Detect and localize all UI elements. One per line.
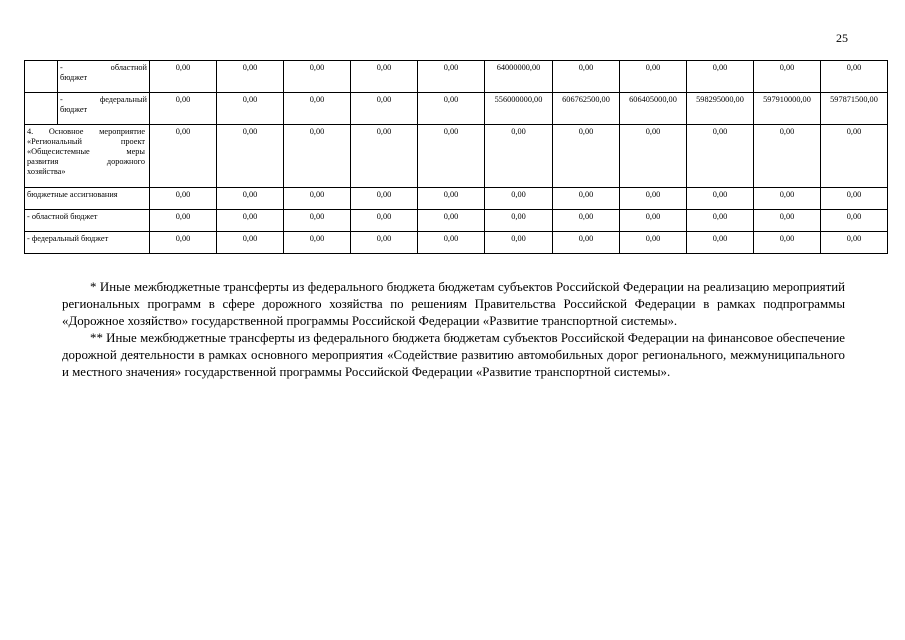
value-cell: 0,00 xyxy=(351,93,418,125)
value-cell: 0,00 xyxy=(620,232,687,254)
value-cell: 0,00 xyxy=(687,125,754,188)
value-cell: 0,00 xyxy=(284,210,351,232)
value-cell: 0,00 xyxy=(351,125,418,188)
value-cell: 0,00 xyxy=(485,125,553,188)
value-cell: 0,00 xyxy=(687,210,754,232)
value-cell: 0,00 xyxy=(150,210,217,232)
table-row xyxy=(25,210,888,232)
value-cell: 0,00 xyxy=(821,210,888,232)
value-cell: 0,00 xyxy=(217,125,284,188)
value-cell: 606762500,00 xyxy=(553,93,620,125)
value-cell: 0,00 xyxy=(418,93,485,125)
value-cell: 0,00 xyxy=(754,125,821,188)
value-cell: 597871500,00 xyxy=(821,93,888,125)
row-label: - областной бюджет xyxy=(25,210,150,232)
row-label: бюджетные ассигнования xyxy=(25,188,150,210)
indent-cell xyxy=(25,93,58,125)
indent-cell xyxy=(25,61,58,93)
value-cell: 0,00 xyxy=(687,232,754,254)
value-cell: 0,00 xyxy=(150,61,217,93)
value-cell: 0,00 xyxy=(351,232,418,254)
value-cell: 0,00 xyxy=(553,61,620,93)
value-cell: 0,00 xyxy=(553,125,620,188)
value-cell: 0,00 xyxy=(217,210,284,232)
value-cell: 0,00 xyxy=(217,61,284,93)
value-cell: 0,00 xyxy=(754,232,821,254)
label-text: бюджет xyxy=(60,105,88,114)
value-cell: 0,00 xyxy=(620,188,687,210)
table-row xyxy=(25,232,888,254)
label-text: областной xyxy=(110,63,147,72)
page-number: 25 xyxy=(836,31,848,45)
value-cell: 0,00 xyxy=(351,188,418,210)
value-cell: 0,00 xyxy=(485,210,553,232)
value-cell: 0,00 xyxy=(351,61,418,93)
row-label xyxy=(58,93,150,125)
value-cell: 0,00 xyxy=(687,188,754,210)
value-cell: 0,00 xyxy=(553,188,620,210)
value-cell: 0,00 xyxy=(553,232,620,254)
value-cell: 0,00 xyxy=(418,210,485,232)
value-cell: 556000000,00 xyxy=(485,93,553,125)
footnotes xyxy=(62,279,845,381)
value-cell: 0,00 xyxy=(150,232,217,254)
value-cell: 0,00 xyxy=(284,188,351,210)
value-cell: 0,00 xyxy=(418,188,485,210)
value-cell: 0,00 xyxy=(284,232,351,254)
value-cell: 606405000,00 xyxy=(620,93,687,125)
value-cell: 0,00 xyxy=(754,188,821,210)
value-cell: 0,00 xyxy=(754,210,821,232)
value-cell: 0,00 xyxy=(754,61,821,93)
value-cell: 0,00 xyxy=(620,61,687,93)
budget-table xyxy=(24,60,888,254)
value-cell: 0,00 xyxy=(150,125,217,188)
value-cell: 0,00 xyxy=(217,93,284,125)
value-cell: 598295000,00 xyxy=(687,93,754,125)
table-row xyxy=(25,125,888,188)
value-cell: 0,00 xyxy=(284,93,351,125)
value-cell: 64000000,00 xyxy=(485,61,553,93)
label-text: бюджет xyxy=(60,73,88,82)
label-text: федеральный xyxy=(99,95,147,104)
value-cell: 0,00 xyxy=(553,210,620,232)
label-dash: - xyxy=(60,95,63,104)
value-cell: 0,00 xyxy=(418,61,485,93)
value-cell: 0,00 xyxy=(418,232,485,254)
row-label: 4. Основное мероприятие «Региональный проект «Общесистемные меры развития дорожного хозяйства» xyxy=(25,125,150,188)
value-cell: 0,00 xyxy=(821,188,888,210)
value-cell: 0,00 xyxy=(150,93,217,125)
table-row xyxy=(25,93,888,125)
value-cell: 0,00 xyxy=(351,210,418,232)
value-cell: 597910000,00 xyxy=(754,93,821,125)
value-cell: 0,00 xyxy=(687,61,754,93)
value-cell: 0,00 xyxy=(150,188,217,210)
value-cell: 0,00 xyxy=(284,61,351,93)
value-cell: 0,00 xyxy=(418,125,485,188)
value-cell: 0,00 xyxy=(217,232,284,254)
table-row xyxy=(25,188,888,210)
value-cell: 0,00 xyxy=(284,125,351,188)
value-cell: 0,00 xyxy=(217,188,284,210)
footnote-1: * Иные межбюджетные трансферты из федерального бюджета бюджетам субъектов Российской Федерации на реализацию мероприятий региональных программ в сфере дорожного хозяйства по решениям Правительства Российской Федерации в рамках подпрограммы «Дорожное хозяйство» государственной программы Российской Федерации «Развитие транспортной системы». xyxy=(62,280,845,328)
value-cell: 0,00 xyxy=(821,61,888,93)
value-cell: 0,00 xyxy=(821,232,888,254)
footnote-2: ** Иные межбюджетные трансферты из федерального бюджета бюджетам субъектов Российской Федерации на финансовое обеспечение дорожной деятельности в рамках основного мероприятия «Содействие развитию автомобильных дорог регионального, межмуниципального и местного значения» государственной программы Российской Федерации «Развитие транспортной системы». xyxy=(62,331,845,379)
value-cell: 0,00 xyxy=(620,125,687,188)
value-cell: 0,00 xyxy=(485,188,553,210)
value-cell: 0,00 xyxy=(821,125,888,188)
table-row xyxy=(25,61,888,93)
label-dash: - xyxy=(60,63,63,72)
row-label xyxy=(58,61,150,93)
value-cell: 0,00 xyxy=(485,232,553,254)
value-cell: 0,00 xyxy=(620,210,687,232)
row-label: - федеральный бюджет xyxy=(25,232,150,254)
